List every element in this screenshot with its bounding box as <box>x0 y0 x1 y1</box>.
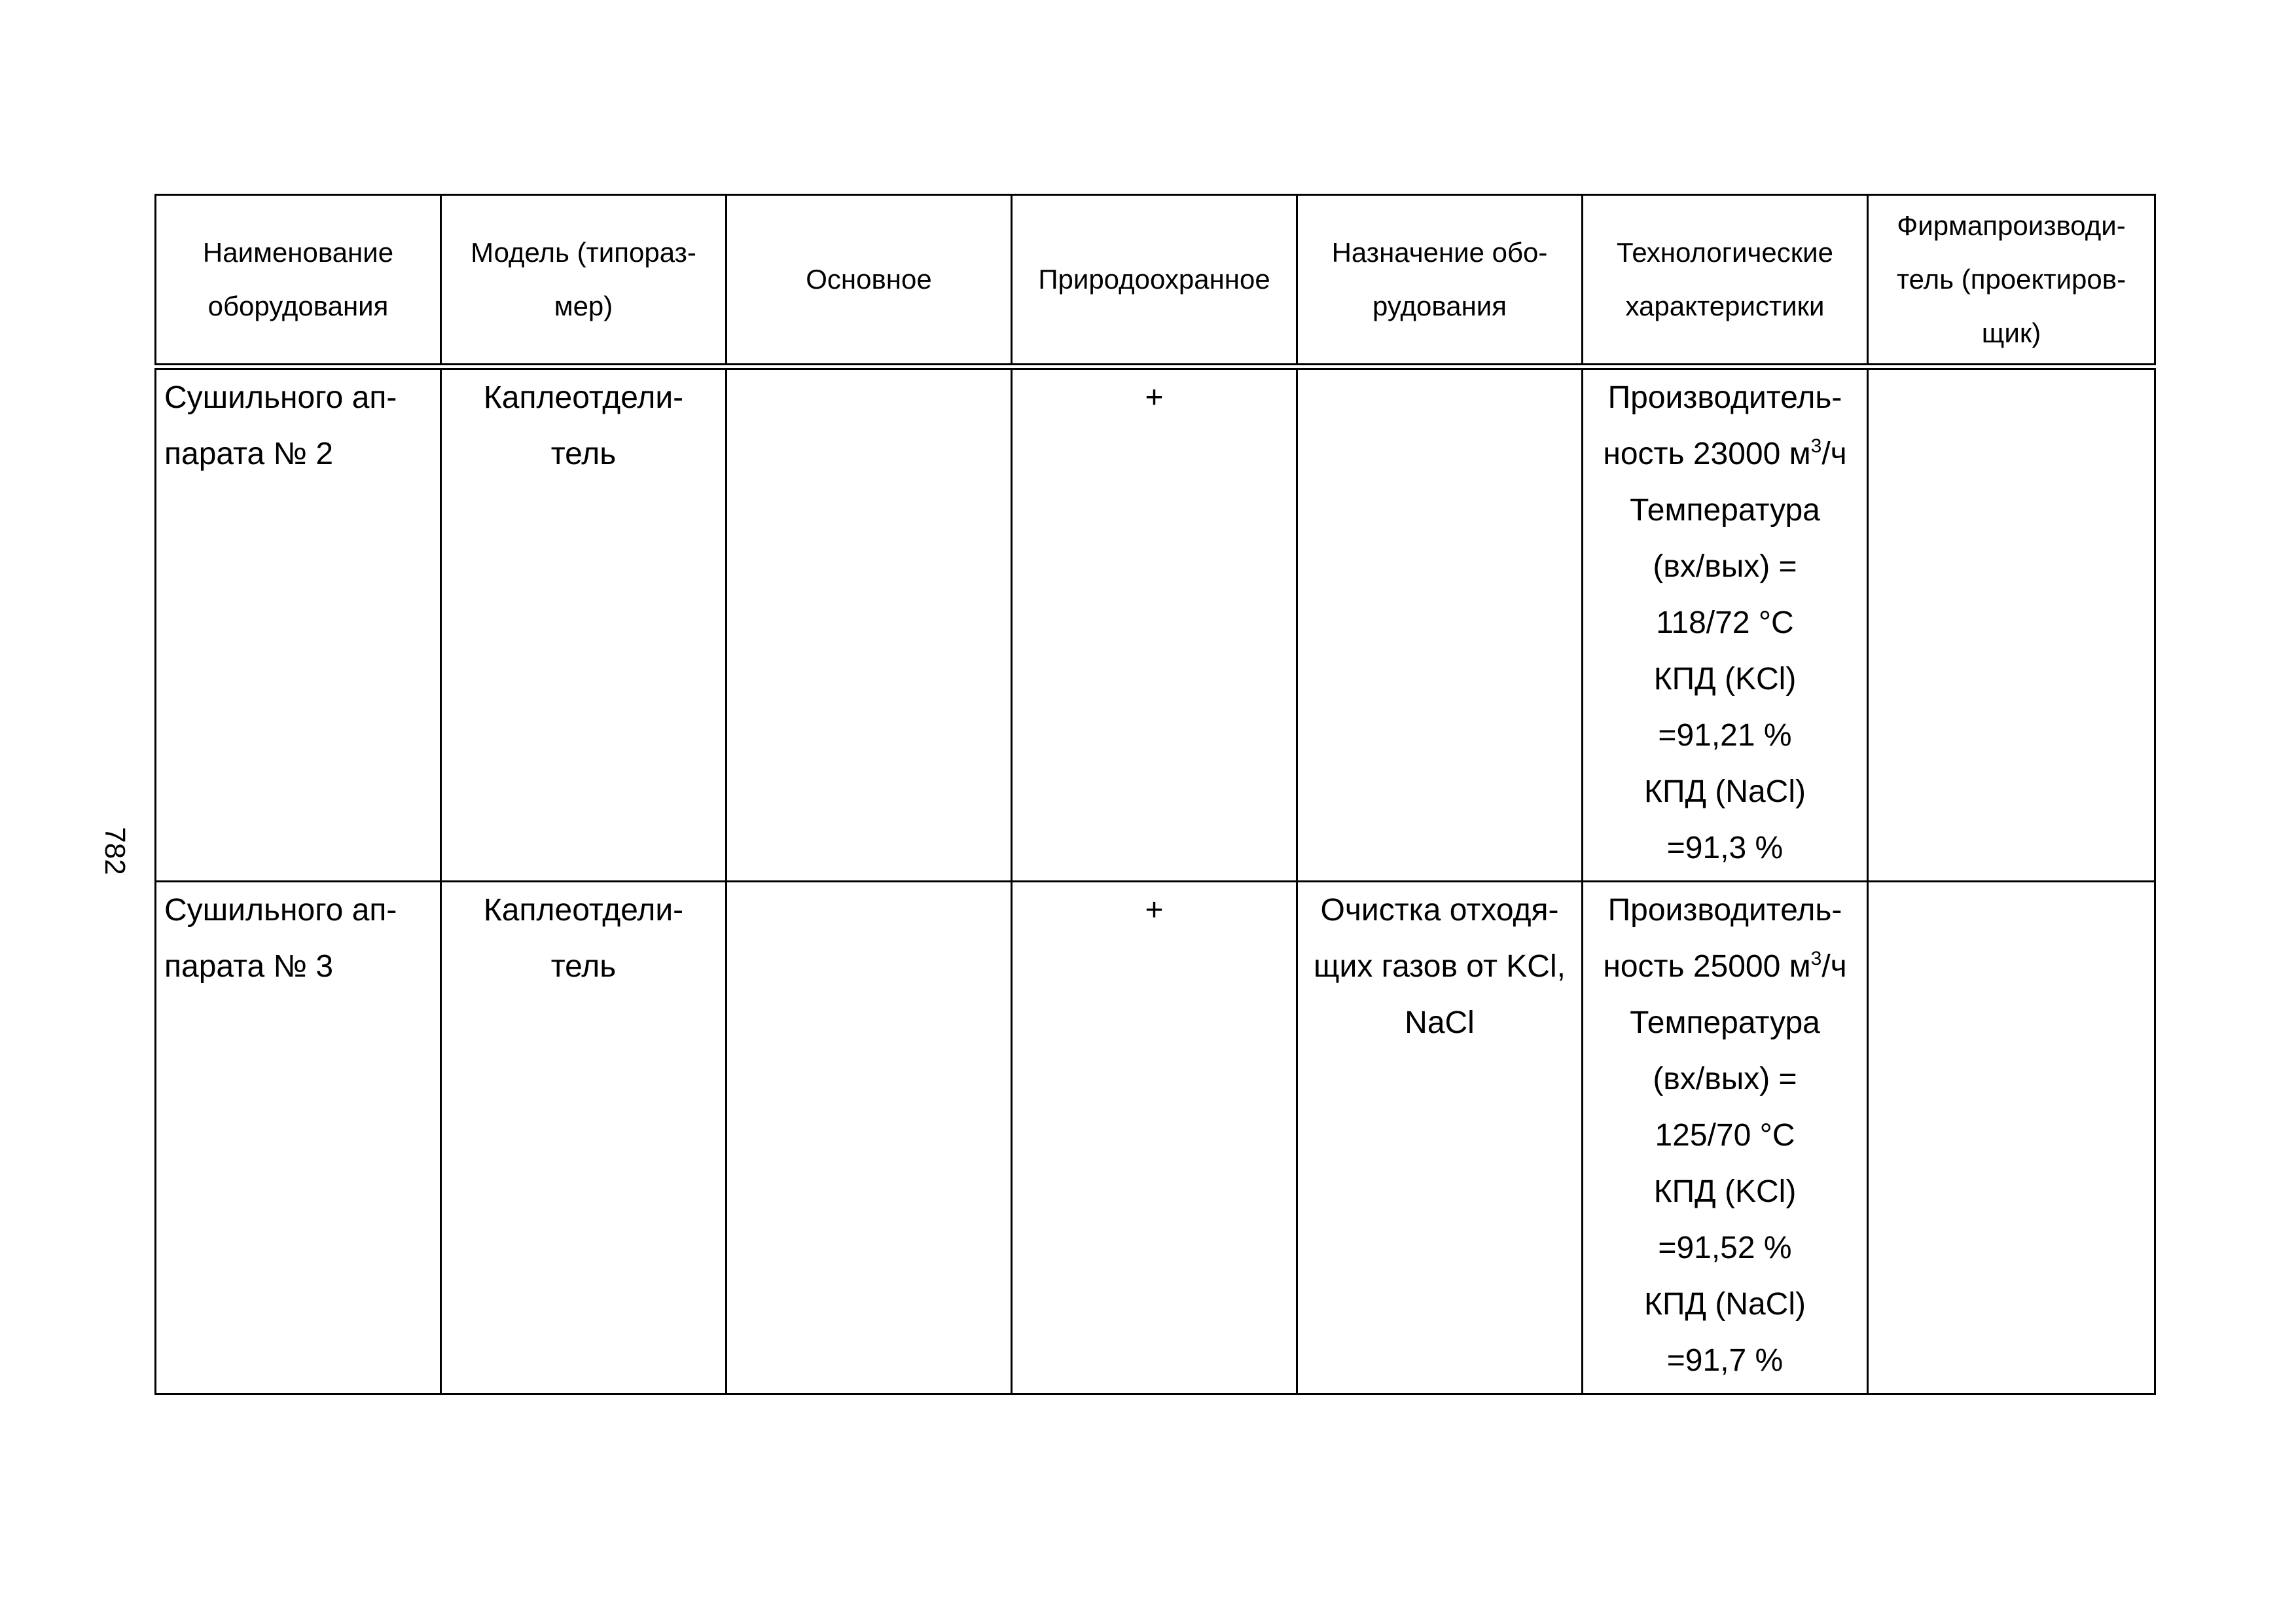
cell-tech-characteristics: Производитель- ность 25000 $м^3/ч$ Температура (вх/вых) = 125/70 °С КПД (KCl) =91,52 % КПД (NaCl) =91,7 % <box>1583 882 1868 1394</box>
cell-equipment-name: Сушильного ап- парата № 2 <box>156 367 441 882</box>
header-main: Основное <box>726 195 1012 367</box>
cell-equipment-name: Сушильного ап- парата № 3 <box>156 882 441 1394</box>
cell-tech-characteristics: Производитель- ность 23000 $м^3/ч$ Температура (вх/вых) = 118/72 °С КПД (KCl) =91,21 % КПД (NaCl) =91,3 % <box>1583 367 1868 882</box>
cell-environmental: + <box>1012 882 1297 1394</box>
cell-main <box>726 367 1012 882</box>
header-manufacturer: Фирмапроизводи- тель (проектиров- щик) <box>1868 195 2155 367</box>
cell-purpose <box>1297 367 1583 882</box>
cell-manufacturer <box>1868 882 2155 1394</box>
table-row <box>156 882 2155 1394</box>
header-equipment-name: Наименование оборудования <box>156 195 441 367</box>
cell-environmental: + <box>1012 367 1297 882</box>
header-environmental: Природоохранное <box>1012 195 1297 367</box>
cell-model: Каплеотдели- тель <box>441 882 726 1394</box>
cell-model: Каплеотдели- тель <box>441 367 726 882</box>
table-row <box>156 367 2155 882</box>
equipment-table <box>154 194 2156 1395</box>
cell-main <box>726 882 1012 1394</box>
page-number: 782 <box>99 827 131 875</box>
header-purpose: Назначение обо- рудования <box>1297 195 1583 367</box>
cell-purpose: Очистка отходя- щих газов от KCl, NaCl <box>1297 882 1583 1394</box>
cell-manufacturer <box>1868 367 2155 882</box>
header-model: Модель (типораз- мер) <box>441 195 726 367</box>
header-tech-characteristics: Технологические характеристики <box>1583 195 1868 367</box>
header-row <box>156 195 2155 367</box>
